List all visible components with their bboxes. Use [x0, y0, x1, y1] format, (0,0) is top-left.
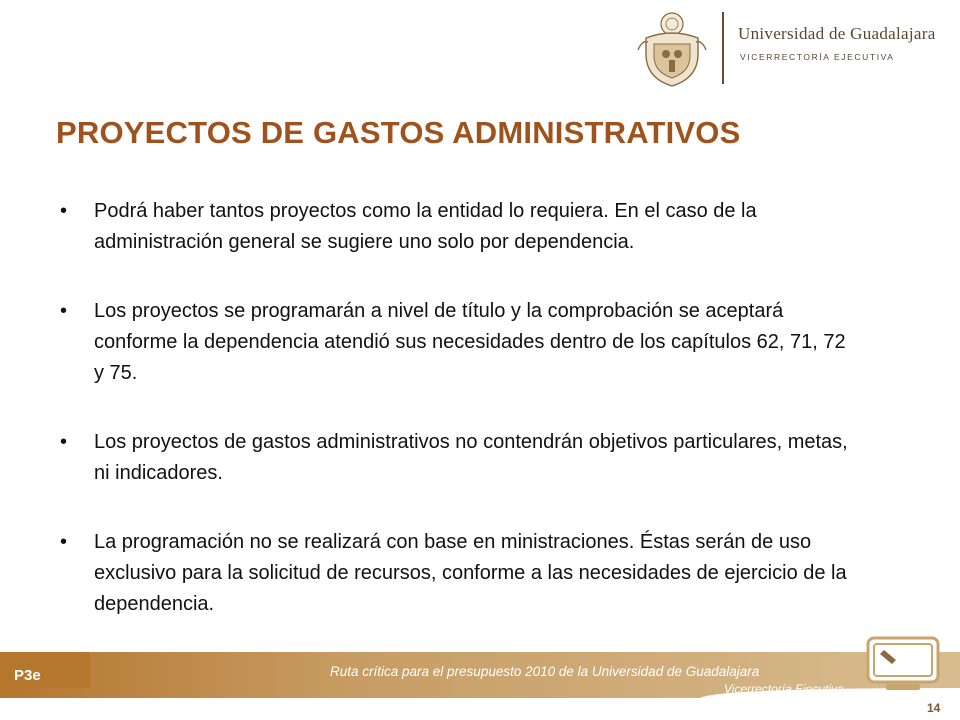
bullet-text: La programación no se realizará con base en ministraciones. Éstas serán de uso exclusivo para la solicitud de recursos, conforme a las necesidades de ejercicio de la dependencia.	[94, 531, 847, 615]
bullet-dot-icon: •	[60, 200, 68, 222]
footer-subtext: Vicerrectoría Ejecutiva	[724, 682, 844, 696]
page-number: 14	[927, 701, 941, 715]
bullet-text: Los proyectos se programarán a nivel de título y la comprobación se aceptará conforme la dependencia atendió sus necesidades dentro de los capítulos 62, 71, 72 y 75.	[94, 300, 846, 384]
university-name: Universidad de Guadalajara	[738, 24, 936, 43]
bullet-text: Podrá haber tantos proyectos como la entidad lo requiera. En el caso de la administración general se sugiere uno solo por dependencia.	[94, 200, 757, 253]
bullet-item	[58, 527, 858, 620]
bullet-item	[58, 196, 858, 258]
footer-tag: P3e	[14, 667, 41, 684]
bullet-dot-icon: •	[60, 300, 68, 322]
computer-monitor-icon	[866, 636, 940, 692]
bullet-dot-icon: •	[60, 431, 68, 453]
footer-text: Ruta crítica para el presupuesto 2010 de la Universidad de Guadalajara	[330, 664, 760, 679]
bullet-item	[58, 296, 858, 389]
bullet-dot-icon: •	[60, 531, 68, 553]
university-crest-logo	[636, 10, 708, 88]
footer-bar	[0, 652, 960, 698]
bullet-list	[58, 196, 858, 658]
bullet-item	[58, 427, 858, 489]
header-divider	[722, 12, 724, 84]
university-subtitle: VICERRECTORÍA EJECUTIVA	[740, 52, 895, 62]
slide-title: PROYECTOS DE GASTOS ADMINISTRATIVOS	[56, 115, 741, 150]
bullet-text: Los proyectos de gastos administrativos no contendrán objetivos particulares, metas, ni indicadores.	[94, 431, 848, 484]
